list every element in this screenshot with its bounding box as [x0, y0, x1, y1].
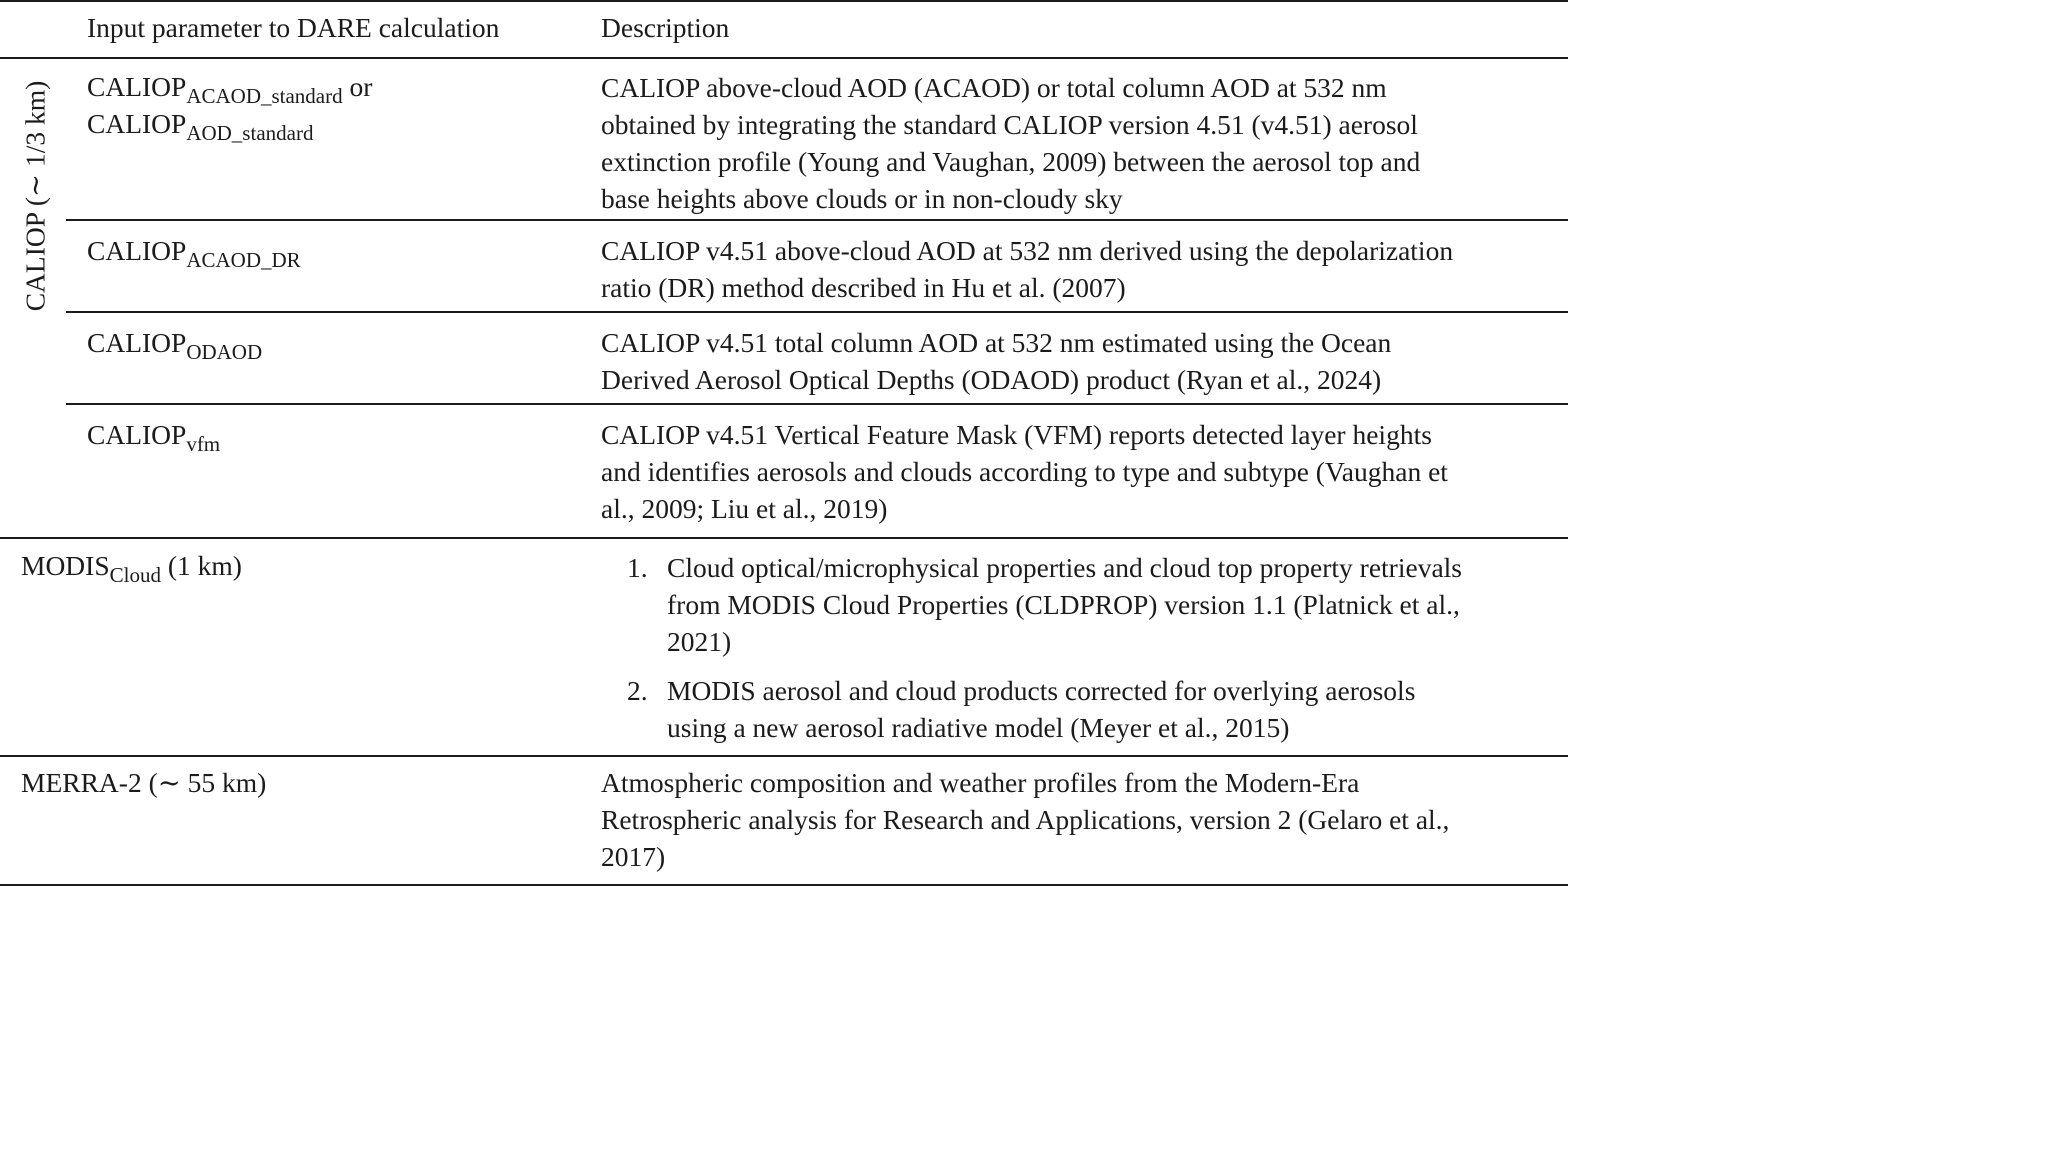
- caliop-aod-standard-label: $CALIOP_{AOD\_standard}$: [87, 108, 314, 145]
- caliop-group-label: CALIOP (∼ 1/3 km): [19, 80, 51, 312]
- header-description: Description: [601, 12, 730, 43]
- table-bottom-rule: [0, 884, 1568, 886]
- description-line: from MODIS Cloud Properties (CLDPROP) version 1.1 (Platnick et al.,: [667, 589, 1460, 620]
- caliop-row3-param: [87, 324, 263, 364]
- caliop-row2-divider: [66, 311, 1568, 313]
- caliop-row1-description: [601, 69, 1420, 217]
- header-bottom-rule: [0, 57, 1568, 59]
- description-line: CALIOP v4.51 above-cloud AOD at 532 nm derived using the depolarization: [601, 235, 1454, 266]
- merra2-param: MERRA-2 (∼ 55 km): [21, 767, 267, 798]
- modis-row-bottom-rule: [0, 755, 1568, 757]
- caliop-acaod-dr-label: $CALIOP_{ACAOD\_DR}$: [87, 235, 301, 272]
- description-line: using a new aerosol radiative model (Meyer et al., 2015): [667, 712, 1290, 743]
- caliop-row2-param: [87, 232, 301, 272]
- caliop-acaod-standard-label: $CALIOP_{ACAOD\_standard}$ or: [87, 71, 373, 108]
- description-line: MODIS aerosol and cloud products corrected for overlying aerosols: [667, 675, 1416, 706]
- description-line: obtained by integrating the standard CALIOP version 4.51 (v4.51) aerosol: [601, 109, 1418, 140]
- caliop-row1-param: [87, 68, 373, 145]
- caliop-row3-description: [601, 324, 1391, 398]
- description-line: Cloud optical/microphysical properties and cloud top property retrievals: [667, 552, 1462, 583]
- description-line: ratio (DR) method described in Hu et al. (2007): [601, 272, 1126, 303]
- caliop-row4-param: [87, 416, 221, 456]
- modis-param: [21, 547, 242, 587]
- merra2-description: [601, 764, 1449, 875]
- header-input-parameter: Input parameter to DARE calculation: [87, 12, 500, 43]
- table-top-rule: [0, 0, 1568, 2]
- caliop-group-bottom-rule: [0, 537, 1568, 539]
- list-item-number: 1.: [627, 552, 648, 583]
- caliop-vfm-label: $CALIOP_{vfm}$: [87, 419, 221, 456]
- description-line: and identifies aerosols and clouds according to type and subtype (Vaughan et: [601, 456, 1448, 487]
- description-line: Retrospheric analysis for Research and Applications, version 2 (Gelaro et al.,: [601, 804, 1450, 835]
- caliop-odaod-label: $CALIOP_{ODAOD}$: [87, 327, 263, 364]
- description-line: CALIOP above-cloud AOD (ACAOD) or total column AOD at 532 nm: [601, 72, 1387, 103]
- modis-cloud-label: $MODIS_{Cloud}$ (1 km): [21, 550, 242, 587]
- description-line: Atmospheric composition and weather profiles from the Modern-Era: [601, 767, 1360, 798]
- caliop-row2-description: [601, 232, 1453, 306]
- description-line: CALIOP v4.51 total column AOD at 532 nm estimated using the Ocean: [601, 327, 1392, 358]
- description-line: Derived Aerosol Optical Depths (ODAOD) product (Ryan et al., 2024): [601, 364, 1382, 395]
- list-item-number: 2.: [627, 675, 648, 706]
- description-line: al., 2009; Liu et al., 2019): [601, 493, 888, 524]
- caliop-row3-divider: [66, 403, 1568, 405]
- description-line: CALIOP v4.51 Vertical Feature Mask (VFM) reports detected layer heights: [601, 419, 1432, 450]
- caliop-row1-divider: [66, 219, 1568, 221]
- description-line: base heights above clouds or in non-cloudy sky: [601, 183, 1123, 214]
- description-line: 2021): [667, 626, 732, 657]
- description-line: extinction profile (Young and Vaughan, 2009) between the aerosol top and: [601, 146, 1421, 177]
- description-line: 2017): [601, 841, 666, 872]
- caliop-row4-description: [601, 416, 1448, 527]
